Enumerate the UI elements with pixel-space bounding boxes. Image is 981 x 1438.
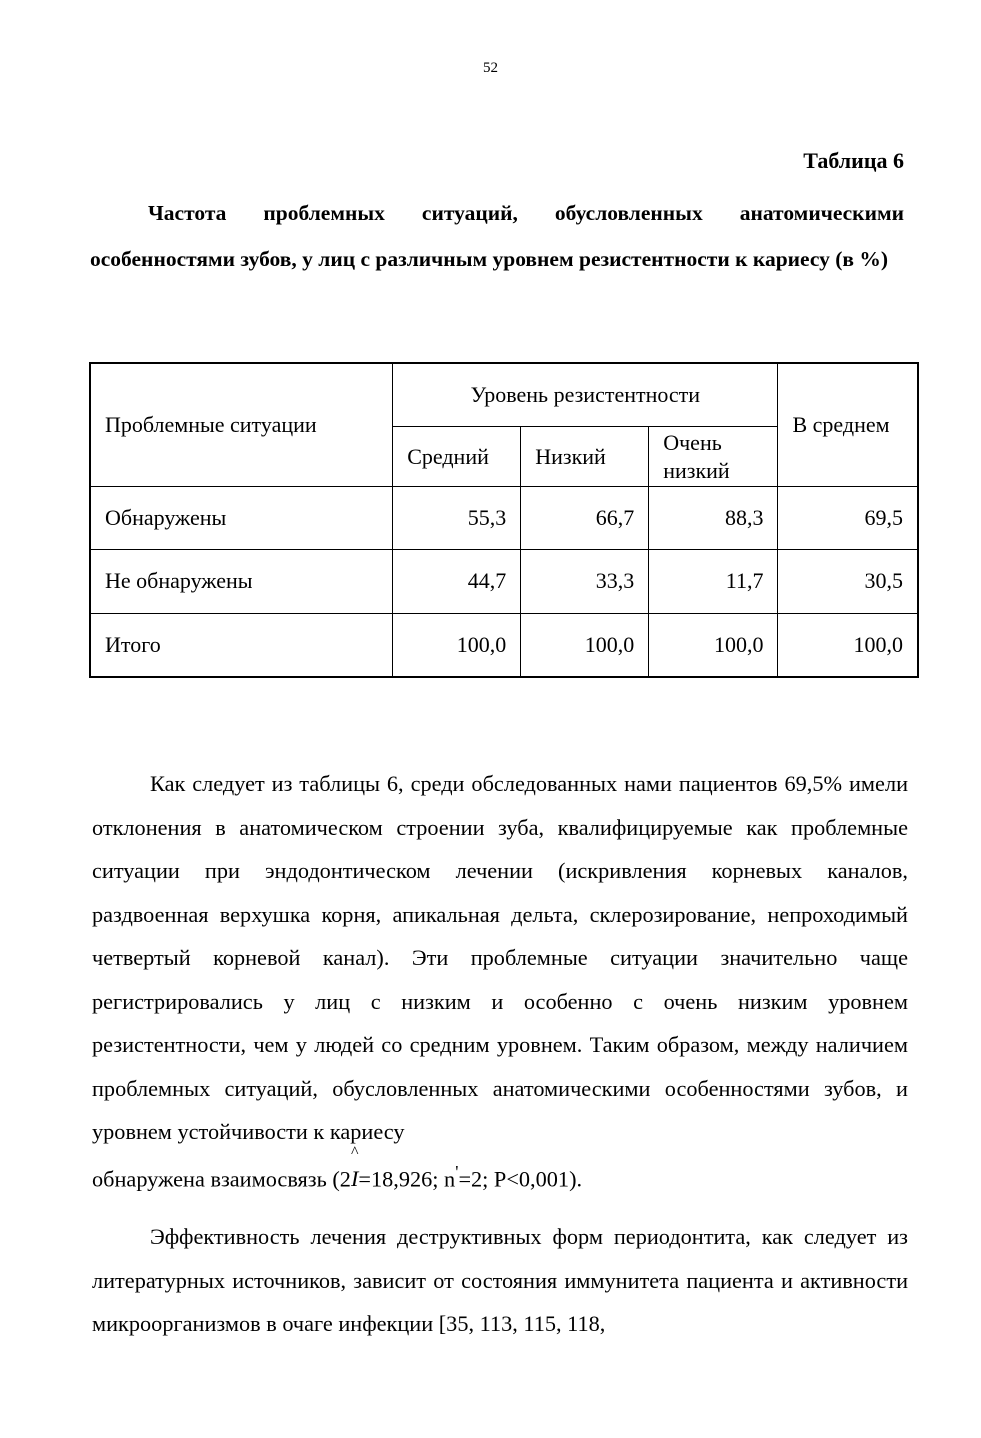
symbol-letter: I: [350, 1166, 359, 1192]
paragraph-results: [92, 762, 908, 1154]
cell-medium: 55,3: [393, 486, 521, 549]
row-label: Не обнаружены: [90, 550, 393, 613]
table-label: Таблица 6: [803, 148, 904, 173]
cell-very-low: 11,7: [649, 550, 778, 613]
cell-medium: 100,0: [393, 613, 521, 677]
cell-very-low: 88,3: [649, 486, 778, 549]
paragraph-results-text: Как следует из таблицы 6, среди обследованных нами пациентов 69,5% имели отклонения в анатомическом строении зуба, квалифицируемые как проблемные ситуации при эндодонтическом лечении (искривления корневых каналов, раздвоенная верхушка корня, апикальная дельта, склерозирование, непроходимый четвертый корневой канал). Эти проблемные ситуации значительно чаще регистрировались у лиц с низким и особенно с очень низким уровнем резистентности, чем у людей со средним уровнем. Таким образом, между наличием проблемных ситуаций, обусловленных анатомическими особенностями зубов, и уровнем устойчивости к кариесу: [92, 771, 908, 1144]
header-resistance-level: Уровень резистентности: [393, 363, 778, 427]
paragraph-efficiency: [92, 1215, 908, 1346]
header-situations: Проблемные ситуации: [90, 363, 393, 486]
formula-prefix: обнаружена взаимосвязь (2: [92, 1166, 351, 1192]
formula-suffix: =2; P<0,001).: [458, 1166, 583, 1192]
subheader-low: Низкий: [521, 427, 649, 486]
prime-mark: ': [455, 1162, 459, 1182]
cell-average: 69,5: [778, 486, 918, 549]
data-table: [89, 362, 919, 678]
subheader-very-low: Очень низкий: [649, 427, 778, 486]
header-average: В среднем: [778, 363, 918, 486]
formula-line: [92, 1144, 583, 1192]
cell-low: 33,3: [521, 550, 649, 613]
formula-middle: =18,926; n: [358, 1166, 456, 1192]
subheader-medium: Средний: [393, 427, 521, 486]
paragraph-efficiency-text: Эффективность лечения деструктивных форм периодонтита, как следует из литературных источников, зависит от состояния иммунитета пациента и активности микроорганизмов в очаге инфекции [35, 113, 115, 118,: [92, 1224, 908, 1336]
table-row: [90, 486, 918, 549]
cell-low: 100,0: [521, 613, 649, 677]
row-label: Обнаружены: [90, 486, 393, 549]
cell-medium: 44,7: [393, 550, 521, 613]
row-label: Итого: [90, 613, 393, 677]
cell-average: 100,0: [778, 613, 918, 677]
table-caption: Частота проблемных ситуаций, обусловленных анатомическими особенностями зубов, у лиц с различным уровнем резистентности к кариесу (в %): [90, 201, 904, 271]
cell-low: 66,7: [521, 486, 649, 549]
cell-average: 30,5: [778, 550, 918, 613]
cell-very-low: 100,0: [649, 613, 778, 677]
page-number: 52: [483, 60, 498, 76]
table-row: [90, 550, 918, 613]
hat-mark: ^: [350, 1144, 359, 1162]
table-row: [90, 613, 918, 677]
chi-symbol: [350, 1144, 359, 1192]
